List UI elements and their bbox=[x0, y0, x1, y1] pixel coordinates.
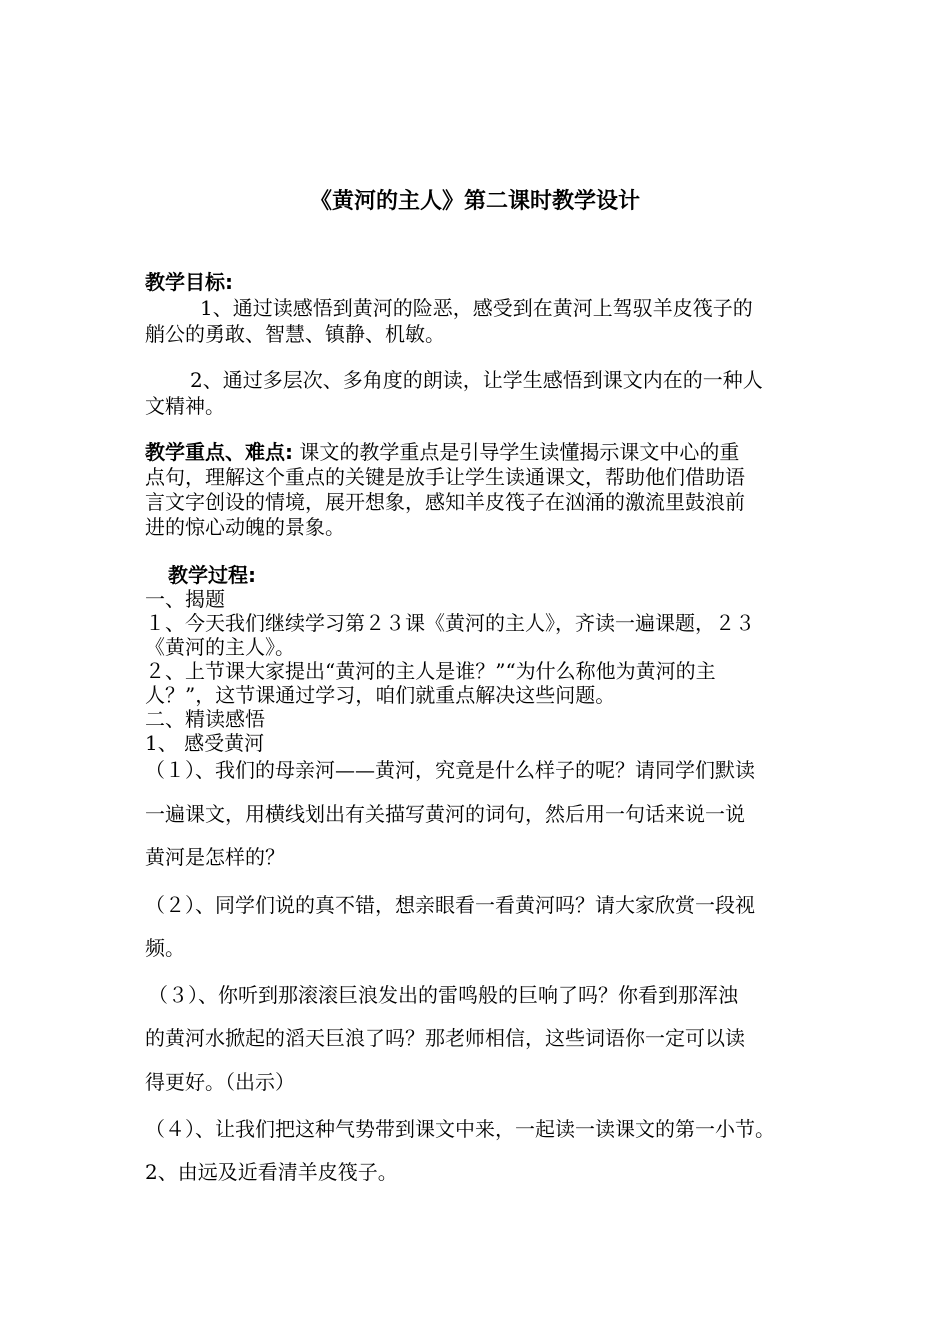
paragraph-3-line-3: 得更好。（出示） bbox=[145, 1070, 295, 1094]
section-2-item-2: 2、由远及近看清羊皮筏子。 bbox=[145, 1160, 398, 1184]
focus-heading: 教学重点、难点: bbox=[145, 440, 293, 464]
paragraph-1-line-1: （１）、我们的母亲河——黄河，究竟是什么样子的呢？请同学们默读 bbox=[145, 758, 755, 782]
section-1-item-2-line-2: 人？”，这节课通过学习，咱们就重点解决这些问题。 bbox=[145, 683, 616, 707]
paragraph-2-line-2: 频。 bbox=[145, 936, 185, 960]
paragraph-3-line-1: （３）、你听到那滚滚巨浪发出的雷鸣般的巨响了吗？你看到那浑浊 bbox=[148, 983, 738, 1007]
document-title: 《黄河的主人》第二课时教学设计 bbox=[309, 189, 640, 214]
section-2-heading: 二、精读感悟 bbox=[145, 707, 265, 731]
goal-2-line-2: 文精神。 bbox=[145, 394, 225, 418]
focus-line-1 bbox=[145, 440, 739, 464]
goals-heading: 教学目标: bbox=[145, 270, 233, 294]
section-1-item-1-line-1: １、今天我们继续学习第２３课《黄河的主人》，齐读一遍课题，２３ bbox=[145, 611, 755, 635]
section-1-item-1-line-2: 《黄河的主人》。 bbox=[145, 635, 295, 659]
section-1-item-2-line-1: ２、上节课大家提出“黄河的主人是谁？”“为什么称他为黄河的主 bbox=[145, 659, 716, 683]
paragraph-1-line-2: 一遍课文，用横线划出有关描写黄河的词句，然后用一句话来说一说 bbox=[145, 802, 745, 826]
focus-text-1: 课文的教学重点是引导学生读懂揭示课文中心的重 bbox=[293, 440, 740, 464]
focus-line-4: 进的惊心动魄的景象。 bbox=[145, 515, 345, 539]
paragraph-1-line-3: 黄河是怎样的？ bbox=[145, 845, 285, 869]
goal-2-line-1: 2、通过多层次、多角度的朗读，让学生感悟到课文内在的一种人 bbox=[190, 368, 763, 392]
process-heading: 教学过程: bbox=[168, 563, 256, 587]
paragraph-4-line-1: （４）、让我们把这种气势带到课文中来，一起读一读课文的第一小节。 bbox=[145, 1117, 775, 1141]
goal-1-line-1: 1、通过读感悟到黄河的险恶，感受到在黄河上驾驭羊皮筏子的 bbox=[200, 296, 753, 320]
goal-1-line-2: 艄公的勇敢、智慧、镇静、机敏。 bbox=[145, 322, 445, 346]
paragraph-3-line-2: 的黄河水掀起的滔天巨浪了吗？那老师相信，这些词语你一定可以读 bbox=[145, 1026, 745, 1050]
section-2-item-1: 1、 感受黄河 bbox=[145, 731, 265, 755]
focus-line-2: 点句，理解这个重点的关键是放手让学生读通课文，帮助他们借助语 bbox=[145, 465, 745, 489]
paragraph-2-line-1: （２）、同学们说的真不错，想亲眼看一看黄河吗？请大家欣赏一段视 bbox=[145, 893, 755, 917]
section-1-heading: 一、揭题 bbox=[145, 587, 225, 611]
focus-line-3: 言文字创设的情境，展开想象，感知羊皮筏子在汹涌的激流里鼓浪前 bbox=[145, 490, 745, 514]
